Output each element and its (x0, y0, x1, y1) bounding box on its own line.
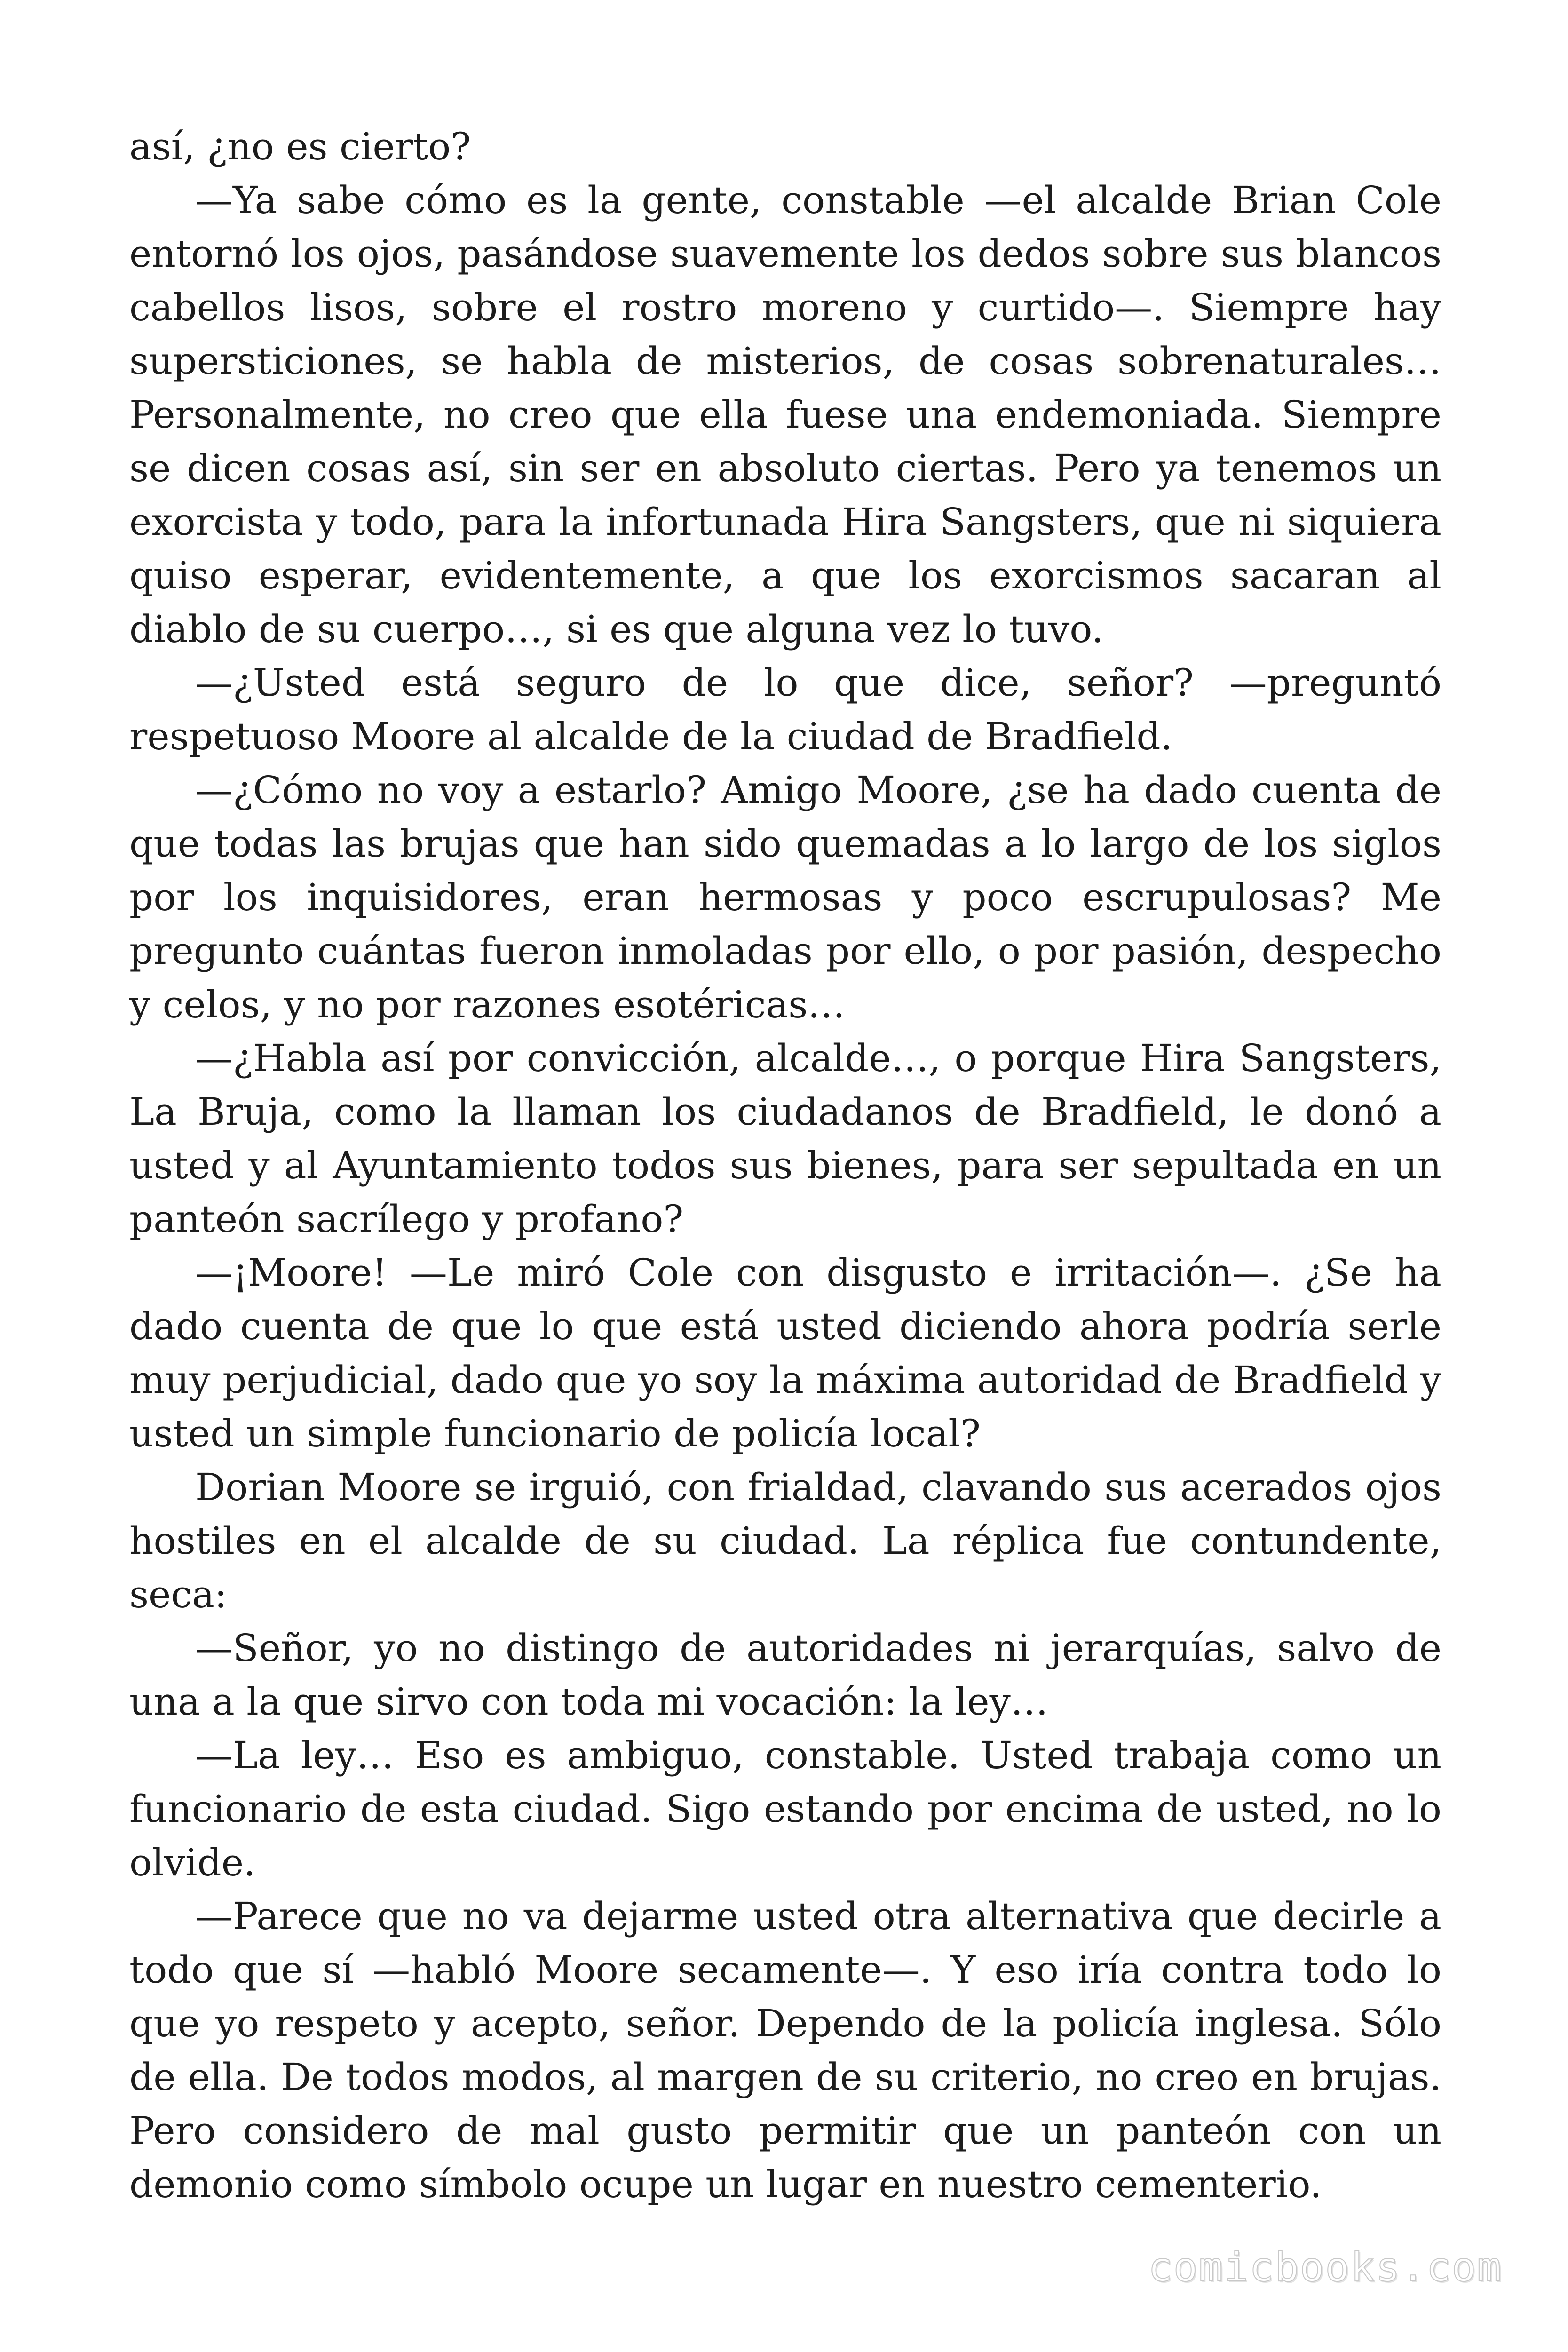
paragraph: —¿Cómo no voy a estarlo? Amigo Moore, ¿se ha dado cuenta de que todas las brujas que han sido quemadas a lo largo de los siglos por los inquisidores, eran hermosas y poco escrupulosas? Me pregunto cuántas fueron inmoladas por ello, o por pasión, despecho y celos, y no por razones esotéricas… (129, 768, 1441, 1026)
paragraph: así, ¿no es cierto? (129, 125, 471, 168)
watermark: comicbooks.com (1148, 2244, 1502, 2291)
body-text (129, 120, 1441, 2211)
paragraph: —Señor, yo no distingo de autoridades ni jerarquías, salvo de una a la que sirvo con toda mi vocación: la ley… (129, 1626, 1441, 1724)
paragraph: —¡Moore! —Le miró Cole con disgusto e irritación—. ¿Se ha dado cuenta de que lo que está usted diciendo ahora podría serle muy perjudicial, dado que yo soy la máxima autoridad de Bradfield y usted un simple funcionario de policía local? (129, 1251, 1441, 1455)
paragraph: —Parece que no va dejarme usted otra alternativa que decirle a todo que sí —habló Moore secamente—. Y eso iría contra todo lo que yo respeto y acepto, señor. Dependo de la policía inglesa. Sólo de ella. De todos modos, al margen de su criterio, no creo en brujas. Pero considero de mal gusto permitir que un panteón con un demonio como símbolo ocupe un lugar en nuestro cementerio. (129, 1894, 1441, 2206)
paragraph: —Ya sabe cómo es la gente, constable —el alcalde Brian Cole entornó los ojos, pasándose suavemente los dedos sobre sus blancos cabellos lisos, sobre el rostro moreno y curtido—. Siempre hay supersticiones, se habla de misterios, de cosas sobrenaturales… Personalmente, no creo que ella fuese una endemoniada. Siempre se dicen cosas así, sin ser en absoluto ciertas. Pero ya tenemos un exorcista y todo, para la infortunada Hira Sangsters, que ni siquiera quiso esperar, evidentemente, a que los exorcismos sacaran al diablo de su cuerpo…, si es que alguna vez lo tuvo. (129, 178, 1441, 651)
paragraph: —¿Habla así por convicción, alcalde…, o porque Hira Sangsters, La Bruja, como la llaman los ciudadanos de Bradfield, le donó a usted y al Ayuntamiento todos sus bienes, para ser sepultada en un panteón sacrílego y profano? (129, 1036, 1441, 1241)
paragraph: Dorian Moore se irguió, con frialdad, clavando sus acerados ojos hostiles en el alcalde de su ciudad. La réplica fue contundente, seca: (129, 1465, 1441, 1616)
paragraph: —La ley… Eso es ambiguo, constable. Usted trabaja como un funcionario de esta ciudad. Sigo estando por encima de usted, no lo olvide. (129, 1733, 1441, 1884)
paragraph: —¿Usted está seguro de lo que dice, señor? —preguntó respetuoso Moore al alcalde de la ciudad de Bradfield. (129, 661, 1441, 758)
